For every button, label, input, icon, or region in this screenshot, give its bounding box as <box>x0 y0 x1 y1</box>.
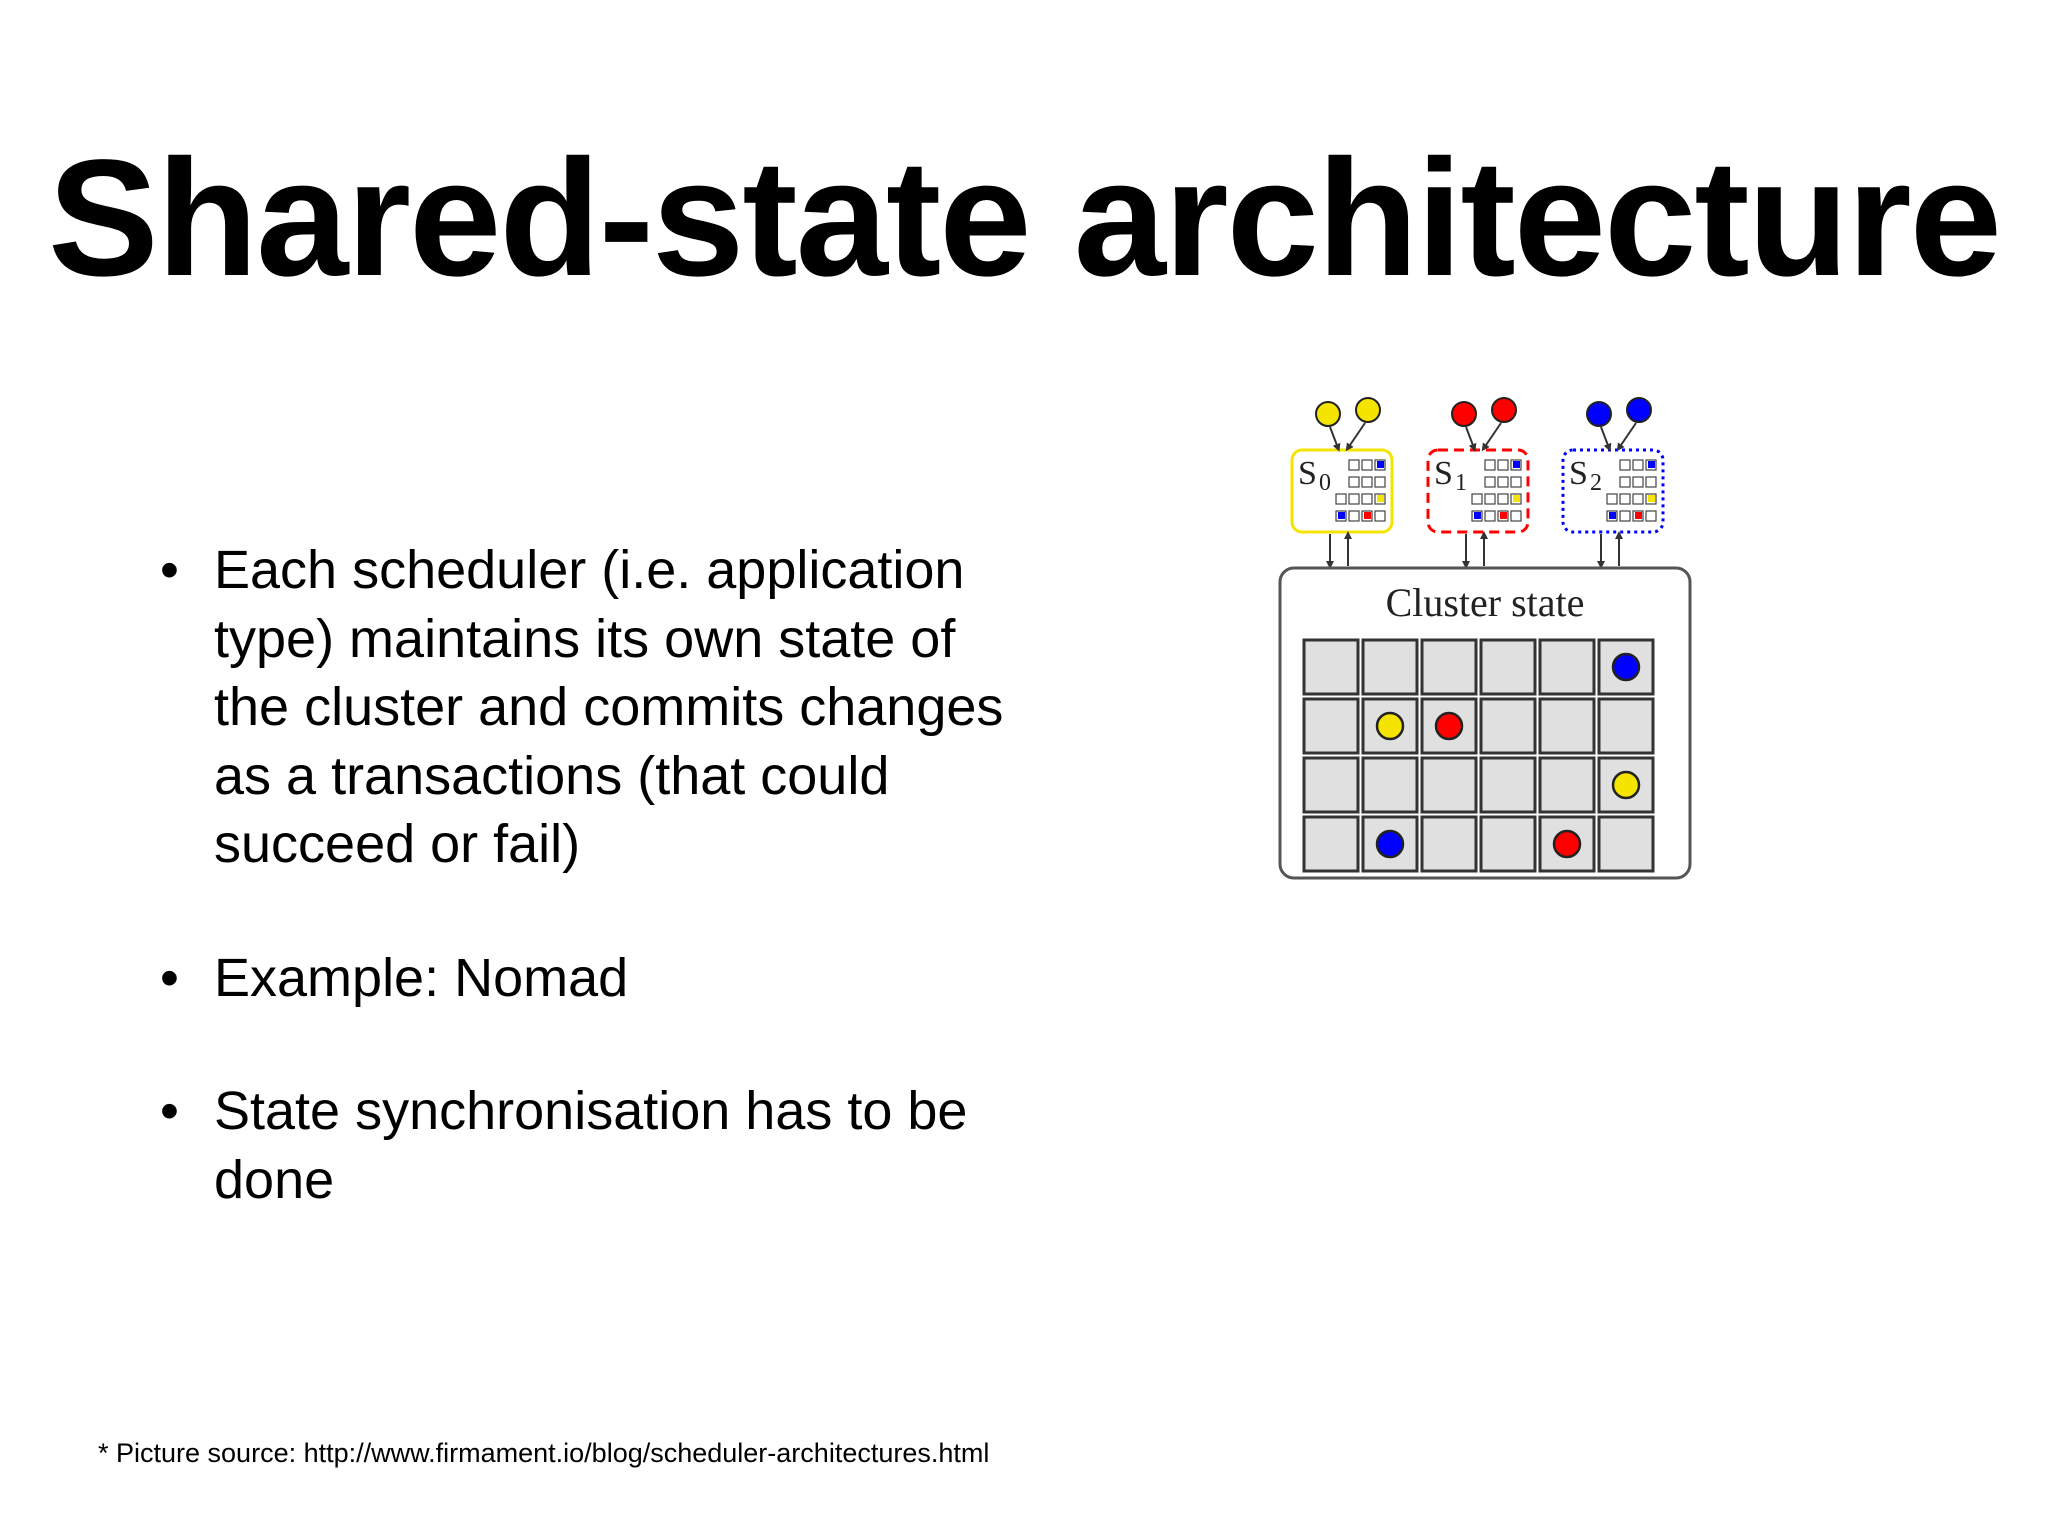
mini-cell <box>1498 477 1508 487</box>
mini-cell <box>1349 494 1359 504</box>
mini-cell <box>1336 494 1346 504</box>
job-dot <box>1627 398 1651 422</box>
scheduler-label: S <box>1569 455 1588 492</box>
bullet-item <box>160 1077 1020 1214</box>
scheduler-subscript: 0 <box>1319 470 1331 496</box>
mini-cell <box>1620 511 1630 521</box>
mini-task <box>1364 512 1371 519</box>
grid-cell <box>1481 640 1535 694</box>
bullet-item <box>160 536 1020 879</box>
grid-cell <box>1304 817 1358 871</box>
job-arrow <box>1466 427 1474 448</box>
scheduler-label: S <box>1298 455 1317 492</box>
mini-cell <box>1646 477 1656 487</box>
mini-cell <box>1362 477 1372 487</box>
mini-cell <box>1472 494 1482 504</box>
mini-cell <box>1485 460 1495 470</box>
job-dot <box>1452 402 1476 426</box>
mini-cell <box>1607 494 1617 504</box>
mini-cell <box>1349 511 1359 521</box>
task-dot <box>1377 713 1403 739</box>
job-dot <box>1356 398 1380 422</box>
mini-cell <box>1633 477 1643 487</box>
mini-cell <box>1485 494 1495 504</box>
bullet-text: Example: Nomad <box>214 947 629 1008</box>
job-dot <box>1492 398 1516 422</box>
mini-task <box>1338 512 1345 519</box>
job-dot <box>1587 402 1611 426</box>
grid-cell <box>1540 699 1594 753</box>
scheduler-label: S <box>1434 455 1453 492</box>
mini-cell <box>1646 511 1656 521</box>
shared-state-diagram <box>1270 388 1710 888</box>
grid-cell <box>1481 817 1535 871</box>
grid-cell <box>1540 640 1594 694</box>
mini-cell <box>1620 460 1630 470</box>
mini-task <box>1635 512 1642 519</box>
mini-task <box>1377 495 1384 502</box>
job-dot <box>1316 402 1340 426</box>
job-arrow <box>1348 423 1365 448</box>
mini-cell <box>1633 494 1643 504</box>
grid-cell <box>1363 640 1417 694</box>
mini-cell <box>1498 460 1508 470</box>
source-link[interactable]: http://www.firmament.io/blog/scheduler-architectures.html <box>303 1438 990 1468</box>
bullet-marker: • <box>160 1081 179 1141</box>
slide-title: Shared-state architecture <box>48 126 2000 311</box>
mini-task <box>1648 495 1655 502</box>
bullet-list <box>160 536 1020 1214</box>
task-dot <box>1377 831 1403 857</box>
scheduler-1 <box>1428 398 1528 532</box>
bullet-item <box>160 944 1020 1013</box>
grid-cell <box>1599 817 1653 871</box>
mini-cell <box>1362 460 1372 470</box>
mini-task <box>1513 461 1520 468</box>
mini-task <box>1474 512 1481 519</box>
bullet-marker: • <box>160 540 179 600</box>
cluster-state-label: Cluster state <box>1385 580 1585 625</box>
footnote <box>98 1438 989 1469</box>
grid-cell <box>1540 758 1594 812</box>
scheduler-0 <box>1292 398 1392 532</box>
job-arrow <box>1484 423 1501 448</box>
mini-cell <box>1485 477 1495 487</box>
grid-cell <box>1422 817 1476 871</box>
footnote-prefix: * Picture source: <box>98 1438 304 1468</box>
mini-task <box>1513 495 1520 502</box>
grid-cell <box>1363 758 1417 812</box>
task-dot <box>1613 654 1639 680</box>
grid-cell <box>1304 758 1358 812</box>
mini-task <box>1500 512 1507 519</box>
job-arrow <box>1619 423 1636 448</box>
mini-cell <box>1620 494 1630 504</box>
mini-cell <box>1511 511 1521 521</box>
job-arrow <box>1330 427 1338 448</box>
scheduler-2 <box>1563 398 1663 532</box>
job-arrow <box>1601 427 1609 448</box>
grid-cell <box>1481 699 1535 753</box>
mini-task <box>1609 512 1616 519</box>
mini-cell <box>1633 460 1643 470</box>
task-dot <box>1613 772 1639 798</box>
mini-cell <box>1485 511 1495 521</box>
mini-task <box>1377 461 1384 468</box>
mini-cell <box>1362 494 1372 504</box>
scheduler-subscript: 1 <box>1455 470 1467 496</box>
mini-cell <box>1375 477 1385 487</box>
task-dot <box>1554 831 1580 857</box>
grid-cell <box>1481 758 1535 812</box>
scheduler-subscript: 2 <box>1590 470 1602 496</box>
grid-cell <box>1304 640 1358 694</box>
grid-cell <box>1422 640 1476 694</box>
mini-task <box>1648 461 1655 468</box>
task-dot <box>1436 713 1462 739</box>
schedulers-group <box>1292 398 1663 532</box>
bullet-marker: • <box>160 947 179 1008</box>
mini-cell <box>1349 460 1359 470</box>
grid-cell <box>1422 758 1476 812</box>
mini-cell <box>1349 477 1359 487</box>
bullet-text: Each scheduler (i.e. application type) maintains its own state of the cluster and commits changes as a transactions (that could succeed or fail) <box>214 540 1004 874</box>
mini-cell <box>1620 477 1630 487</box>
mini-cell <box>1498 494 1508 504</box>
grid-cell <box>1599 699 1653 753</box>
mini-cell <box>1375 511 1385 521</box>
mini-cell <box>1511 477 1521 487</box>
bullet-text: State synchronisation has to be done <box>214 1081 968 1210</box>
grid-cell <box>1304 699 1358 753</box>
